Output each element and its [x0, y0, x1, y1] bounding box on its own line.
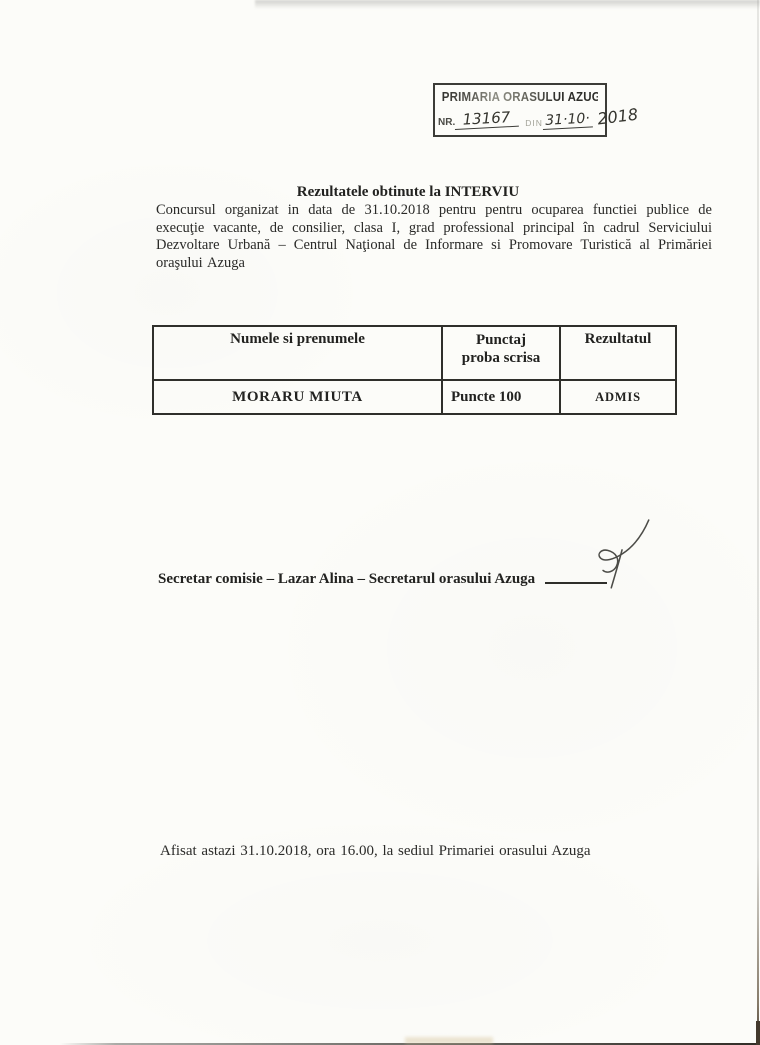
footer-posted-line: Afisat astazi 31.10.2018, ora 16.00, la sediul Primariei orasului Azuga: [160, 843, 591, 859]
stamp-org-name: PRIMARIA ORASULUI AZUGA: [441, 90, 610, 104]
handwritten-signature: [584, 516, 656, 594]
document-title: Rezultatele obtinute la INTERVIU: [296, 184, 520, 200]
scan-corner-mark: [756, 1021, 760, 1045]
stamp-registration-line: [438, 104, 639, 130]
registration-stamp: [433, 83, 639, 137]
candidate-name-cell: MORARU MIUTA: [153, 380, 442, 414]
stamp-number-label: NR.: [438, 117, 456, 128]
table-header-row: [153, 326, 676, 380]
stamp-year-value: 2018: [596, 104, 639, 129]
signature-text: Secretar comisie – Lazar Alina – Secretarul orasului Azuga: [158, 571, 536, 587]
table-header-score-line1: Punctaj: [476, 332, 526, 348]
scan-tan-patch: [405, 1037, 493, 1044]
signature-row: [158, 571, 607, 588]
result-cell: ADMIS: [560, 380, 676, 414]
stamp-date-value: 31·10·: [542, 111, 593, 130]
stamp-din-label: DIN: [525, 117, 543, 128]
scan-top-shadow: [255, 0, 760, 9]
table-header-score: [442, 326, 560, 380]
results-table: [152, 325, 677, 415]
table-row: [153, 380, 676, 414]
stamp-number-value: 13167: [454, 110, 519, 130]
intro-paragraph: Concursul organizat in data de 31.10.2018 pentru pentru ocuparea functiei publice de execuţie vacante, de consilier, clasa I, grad professional principal în cadrul Serviciului Dezvoltare Urbană – Centrul Naţional de Informare si Promovare Turistică al Primăriei oraşului Azuga: [156, 202, 712, 271]
table-header-result: Rezultatul: [560, 326, 676, 380]
score-cell: Puncte 100: [442, 380, 560, 414]
scan-right-edge: [757, 0, 759, 1045]
table-header-name: Numele si prenumele: [153, 326, 442, 380]
table-header-score-line2: proba scrisa: [461, 350, 541, 366]
